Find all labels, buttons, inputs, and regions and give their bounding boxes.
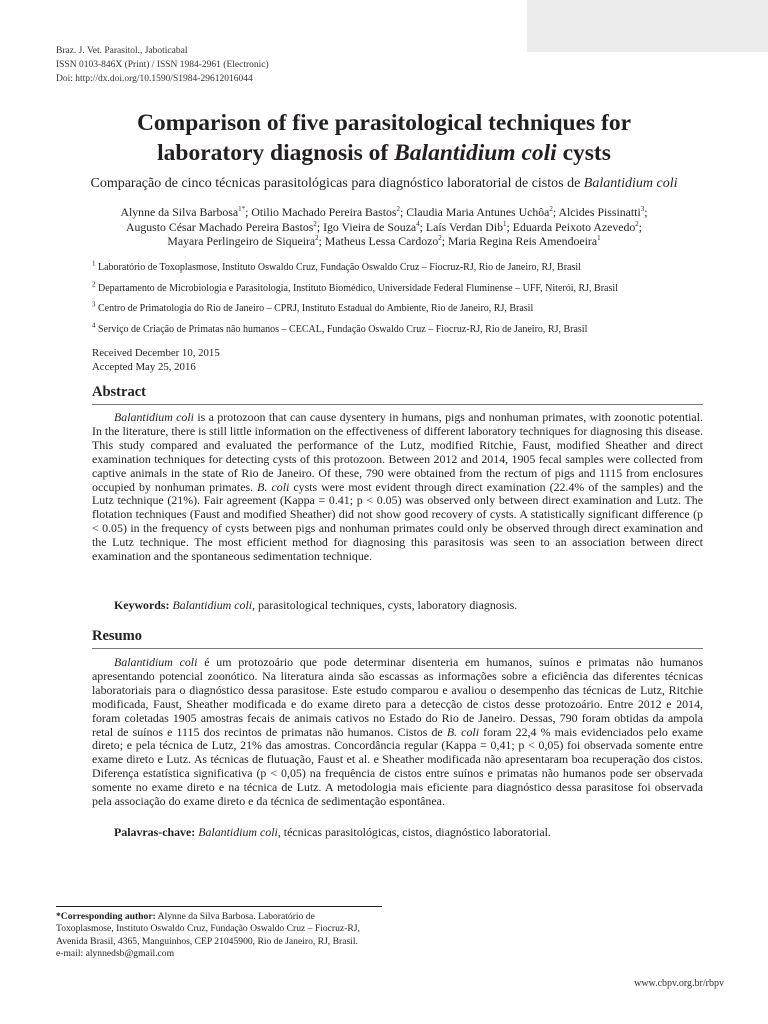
- affiliation-text: Centro de Primatologia do Rio de Janeiro – CPRJ, Instituto Estadual do Ambiente, Rio de Janeiro, RJ, Brasil: [98, 303, 534, 314]
- resumo-keywords: [92, 825, 703, 839]
- author-affil: 3: [640, 205, 645, 214]
- doi[interactable]: Doi: http://dx.doi.org/10.1590/S1984-29612016044: [56, 74, 253, 84]
- author-name: Otilio Machado Pereira Bastos: [251, 205, 397, 219]
- affiliation-number: 1: [92, 259, 96, 268]
- issn: ISSN 0103-846X (Print) / ISSN 1984-2961 (Electronic): [56, 60, 269, 70]
- abstract-species-short: B. coli: [257, 479, 290, 494]
- footnote-line-3: Avenida Brasil, 4365, Manguinhos, CEP 21045900, Rio de Janeiro, RJ, Brasil.: [56, 935, 358, 947]
- footnote-label: *Corresponding author:: [56, 911, 156, 922]
- palavras-chave-species: Balantidium coli: [198, 825, 278, 839]
- affiliation-text: Serviço de Criação de Primatas não humanos – CECAL, Fundação Oswaldo Cruz – Fiocruz-RJ, Rio de Janeiro, RJ, Brasil: [98, 323, 588, 335]
- abstract-keywords: [92, 598, 703, 612]
- author-name: Eduarda Peixoto Azevedo: [512, 219, 636, 234]
- author-name: Laís Verdan Dib: [425, 219, 504, 234]
- abstract-body: [92, 411, 703, 564]
- affiliation: [92, 259, 618, 274]
- affiliation-number: 3: [92, 300, 96, 309]
- abstract-text-1: is a protozoon that can cause dysentery in humans, pigs and nonhuman primates, with zoonotic potential. In the literature, there is still little information on the effectiveness of different laboratory techniques for diagnosing this disease. This study compared and evaluated the performance of the Lutz, modified Ritchie, Faust, modified Sheather and direct examination techniques for detecting cysts of this protozoon. Between 2012 and 2014, 1905 fecal samples were collected from captive animals in the state of Rio de Janeiro. Of these, 790 were obtained from the rectum of pigs and 1115 from enclosures occupied by nonhuman primates.: [92, 410, 703, 494]
- author-affil: 2: [549, 205, 553, 214]
- footnote-line-1: Alynne da Silva Barbosa. Laboratório de: [155, 911, 315, 922]
- keywords-label: Keywords:: [114, 598, 170, 612]
- affiliation: [92, 300, 618, 315]
- received-date: Received December 10, 2015: [92, 347, 220, 359]
- author-affil: 1: [503, 219, 507, 228]
- footnote-line-2: Toxoplasmose, Instituto Oswaldo Cruz, Fundação Oswaldo Cruz – Fiocruz-RJ,: [56, 923, 360, 935]
- abstract-heading: Abstract: [92, 384, 146, 400]
- resumo-species: Balantidium coli: [114, 655, 198, 669]
- author-name: Alcides Pissinatti: [558, 205, 641, 219]
- resumo-text-1: é um protozoário que pode determinar disenteria em humanos, suínos e primatas não humanos apresentando potencial zoonótico. Na literatura ainda são escassas as informações sobre a eficiência das diferentes técnicas laboratoriais para o diagnóstico dessa parasitose. Este estudo comparou e avaliou o desempenho das técnicas de Lutz, Ritchie modificada, Faust, Sheather modificada e do exame direto para a detecção de cistos desse protozoário. Entre 2012 e 2014, foram coletadas 1905 amostras fecais de animais cativos no Estado do Rio de Janeiro. Dessas, 790 foram obtidas da ampola retal de suínos e 1115 dos recintos de primatas não humanos. Cistos de: [92, 655, 703, 739]
- author-affil: 2: [313, 219, 317, 228]
- affiliation-number: 2: [92, 280, 96, 289]
- palavras-chave-rest: , técnicas parasitológicas, cistos, diagnóstico laboratorial.: [277, 825, 551, 839]
- journal-website[interactable]: www.cbpv.org.br/rbpv: [634, 978, 724, 989]
- author-name: Alynne da Silva Barbosa: [120, 205, 239, 219]
- corresponding-author-footnote: [56, 911, 386, 960]
- keywords-species: Balantidium coli: [172, 598, 253, 612]
- author-affil: 4: [416, 219, 420, 228]
- affiliation-text: Departamento de Microbiologia e Parasitologia, Instituto Biomédico, Universidade Federal Fluminense – UFF, Niterói, RJ, Brasil: [98, 282, 618, 294]
- affiliations: [92, 259, 618, 344]
- author-affil: 1: [597, 234, 601, 243]
- author-affil: 2: [315, 234, 319, 243]
- author-name: Claudia Maria Antunes Uchôa: [406, 205, 550, 219]
- resumo-heading: Resumo: [92, 628, 142, 644]
- footnote-email[interactable]: e-mail: alynnedsb@gmail.com: [56, 947, 175, 959]
- subtitle-text: Comparação de cinco técnicas parasitológicas para diagnóstico laboratorial de cistos de: [90, 176, 584, 191]
- author-affil: 2: [438, 234, 442, 243]
- accepted-date: Accepted May 25, 2016: [92, 360, 196, 373]
- affiliation: [92, 280, 618, 295]
- title-line-1: Comparison of five parasitological techniques for: [136, 110, 632, 136]
- author-affil: 2: [396, 205, 400, 214]
- journal-info: [56, 44, 269, 86]
- author-name: Maria Regina Reis Amendoeira: [448, 234, 598, 248]
- author-name: Matheus Lessa Cardozo: [324, 234, 439, 248]
- resumo-divider: [92, 648, 703, 649]
- article-subtitle: [40, 175, 728, 193]
- affiliation-number: 4: [92, 321, 96, 330]
- author-list: Alynne da Silva Barbosa$^{1*}$; Otilio Machado Pereira Bastos$^2$; Claudia Maria Antunes Uchôa$^2$; Alcides Pissinatti$^3$; Augusto César Machado Pereira Bastos$^2$; Igo Vieira de Souza$^4$; Laís Verdan Dib$^1$; Eduarda Peixoto Azevedo$^2$; Mayara Perlingeiro de Siqueira$^2$; Matheus Lessa Cardozo$^2$; Maria Regina Reis Amendoeira$^1$: [120, 205, 648, 248]
- palavras-chave-label: Palavras-chave:: [114, 825, 196, 839]
- author-affil: 2: [635, 219, 639, 228]
- subtitle-species: Balantidium coli: [583, 176, 678, 191]
- article-title: [60, 108, 708, 168]
- abstract-text-2: cysts were most evident through direct examination (22.4% of the samples) and the Lutz technique (21%). Fair agreement (Kappa = 0.41; p < 0.05) was observed only between direct examination and Lutz. The flotation techniques (Faust and modified Sheather) did not show good recovery of cysts. A statistically significant difference (p < 0.05) in the frequency of cysts between pigs and nonhuman primates could only be observed through direct examination and the Lutz technique. The most efficient method for diagnosing this parasitosis was seen to an association between direct examination and the spontaneous sedimentation technique.: [92, 479, 703, 564]
- author-name: Mayara Perlingeiro de Siqueira: [167, 234, 316, 248]
- article-dates: [92, 347, 220, 374]
- affiliation: [92, 321, 618, 336]
- author-affil: 1*: [238, 205, 246, 214]
- abstract-species: Balantidium coli: [114, 410, 194, 424]
- title-species: Balantidium coli: [394, 140, 557, 166]
- keywords-rest: , parasitological techniques, cysts, laboratory diagnosis.: [252, 598, 518, 612]
- journal-name: Braz. J. Vet. Parasitol., Jaboticabal: [56, 46, 188, 56]
- header-corner-box: [527, 0, 768, 52]
- abstract-divider: [92, 404, 703, 405]
- title-line-2-suffix: cysts: [556, 140, 611, 166]
- footnote-divider: [56, 906, 382, 907]
- resumo-text-2: foram 22,4 % mais evidenciados pelo exame direto; e pela técnica de Lutz, 21% das amostras. Concordância regular (Kappa = 0,41; p < 0,05) foi observada somente entre exame direto e Lutz. As técnicas de flutuação, Faust et al. e Sheather modificada não apresentaram boa recuperação dos cistos. Diferença estatística significativa (p < 0,05) na frequência de cistos entre suínos e primatas não humanos pode ser observada somente no exame direto e na técnica de Lutz. A metodologia mais eficiente para diagnóstico dessa parasitose foi observada pela associação do exame direto e da técnica de sedimentação espontânea.: [92, 724, 703, 809]
- affiliation-text: Laboratório de Toxoplasmose, Instituto Oswaldo Cruz, Fundação Oswaldo Cruz – Fiocruz-RJ, Rio de Janeiro, RJ, Brasil: [98, 262, 581, 273]
- resumo-species-short: B. coli: [446, 724, 480, 739]
- author-name: Augusto César Machado Pereira Bastos: [125, 219, 314, 234]
- title-line-2-prefix: laboratory diagnosis of: [157, 140, 395, 166]
- author-name: Igo Vieira de Souza: [323, 219, 417, 234]
- resumo-body: [92, 656, 703, 809]
